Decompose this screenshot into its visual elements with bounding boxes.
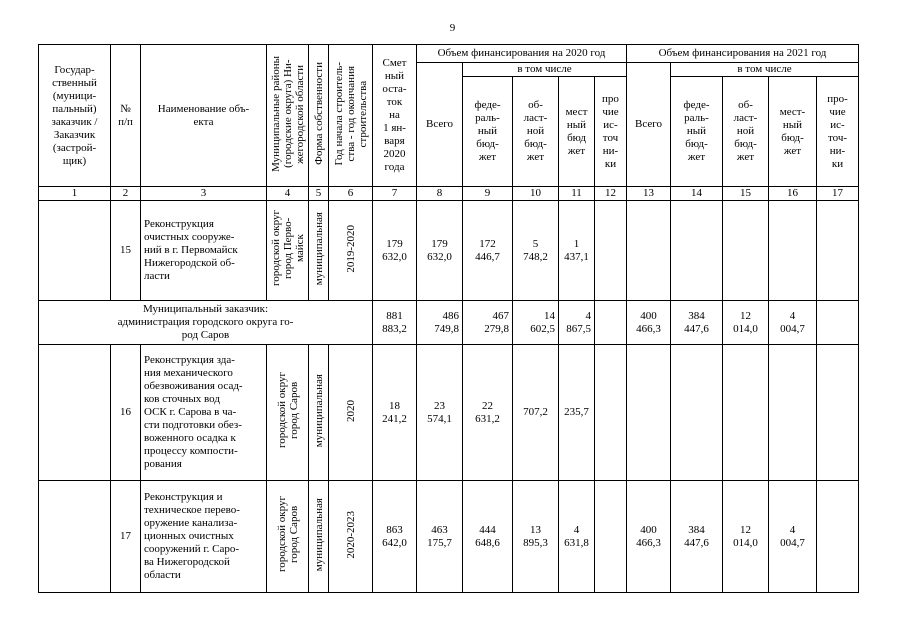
cell-federal-2020: 22 631,2: [463, 345, 513, 481]
cell-district-cell: [267, 201, 309, 301]
cell-years-cell: [329, 481, 373, 593]
group-customer-label: Муниципальный заказчик: администрация городского округа го- род Саров: [39, 301, 373, 345]
table-row: [39, 481, 859, 593]
header-total-2021: Всего: [627, 63, 671, 187]
cell-other-2020: [595, 201, 627, 301]
cell-remainder: 18 241,2: [373, 345, 417, 481]
cell-local-2020: 1 437,1: [559, 201, 595, 301]
cell-district: городской округ город Перво- майск: [269, 210, 306, 287]
header-total-2020: Всего: [417, 63, 463, 187]
header-local-2020: мест ный бюд жет: [559, 77, 595, 187]
cell-other-2020: [595, 345, 627, 481]
col-number: 2: [111, 187, 141, 201]
col-number: 5: [309, 187, 329, 201]
cell-district-cell: [267, 481, 309, 593]
header-fin-2021: Объем финансирования на 2021 год: [627, 45, 859, 63]
cell-number: 16: [111, 345, 141, 481]
header-incl-2021: в том числе: [671, 63, 859, 77]
col-number: 1: [39, 187, 111, 201]
cell-other-2021: [817, 345, 859, 481]
header-ownership: Форма собственности: [312, 62, 325, 165]
header-other-2020: про чие ис- точ ни- ки: [595, 77, 627, 187]
cell-other-2020: [595, 481, 627, 593]
col-number: 6: [329, 187, 373, 201]
cell-district-cell: [267, 345, 309, 481]
header-district: Муниципальные районы (городские округа) Ни- жегородской области: [269, 55, 306, 172]
cell-total-2021: [627, 201, 671, 301]
group-total-2021: 400 466,3: [627, 301, 671, 345]
header-district-cell: [267, 45, 309, 187]
col-number: 7: [373, 187, 417, 201]
cell-local-2021: [769, 201, 817, 301]
cell-local-2020: 4 631,8: [559, 481, 595, 593]
header-remainder: Смет ный оста- ток на 1 ян- варя 2020 года: [373, 45, 417, 187]
cell-customer: [39, 345, 111, 481]
group-local-2020: 4 867,5: [559, 301, 595, 345]
header-years-cell: [329, 45, 373, 187]
cell-total-2020: 463 175,7: [417, 481, 463, 593]
cell-regional-2021: [723, 345, 769, 481]
header-local-2021: мест- ный бюд- жет: [769, 77, 817, 187]
cell-local-2021: 4 004,7: [769, 481, 817, 593]
cell-district: городской округ город Саров: [275, 496, 300, 573]
col-number: 10: [513, 187, 559, 201]
group-remainder: 881 883,2: [373, 301, 417, 345]
col-number: 15: [723, 187, 769, 201]
cell-regional-2021: 12 014,0: [723, 481, 769, 593]
header-fin-2020: Объем финансирования на 2020 год: [417, 45, 627, 63]
table-row: [39, 345, 859, 481]
group-local-2021: 4 004,7: [769, 301, 817, 345]
table-row-group: [39, 301, 859, 345]
cell-ownership-cell: [309, 201, 329, 301]
cell-district: городской округ город Саров: [275, 372, 300, 449]
cell-total-2021: 400 466,3: [627, 481, 671, 593]
col-number: 4: [267, 187, 309, 201]
group-federal-2021: 384 447,6: [671, 301, 723, 345]
group-regional-2020: 14 602,5: [513, 301, 559, 345]
col-number: 14: [671, 187, 723, 201]
header-customer: Государ- ственный (муници- пальный) заказчик / Заказчик (застрой- щик): [39, 45, 111, 187]
cell-remainder: 179 632,0: [373, 201, 417, 301]
col-number: 12: [595, 187, 627, 201]
cell-regional-2021: [723, 201, 769, 301]
cell-ownership: муниципальная: [312, 497, 325, 572]
col-number: 9: [463, 187, 513, 201]
col-number: 13: [627, 187, 671, 201]
cell-remainder: 863 642,0: [373, 481, 417, 593]
page-number: 9: [449, 22, 456, 34]
header-federal-2020: феде- раль- ный бюд- жет: [463, 77, 513, 187]
cell-ownership-cell: [309, 345, 329, 481]
cell-federal-2021: [671, 201, 723, 301]
cell-local-2020: 235,7: [559, 345, 595, 481]
group-total-2020: 486 749,8: [417, 301, 463, 345]
cell-federal-2021: [671, 345, 723, 481]
cell-other-2021: [817, 201, 859, 301]
cell-local-2021: [769, 345, 817, 481]
header-other-2021: про- чие ис- точ- ни- ки: [817, 77, 859, 187]
header-incl-2020: в том числе: [463, 63, 627, 77]
col-number: 11: [559, 187, 595, 201]
group-other-2021: [817, 301, 859, 345]
header-federal-2021: феде- раль- ный бюд- жет: [671, 77, 723, 187]
cell-years-cell: [329, 201, 373, 301]
group-federal-2020: 467 279,8: [463, 301, 513, 345]
cell-regional-2020: 707,2: [513, 345, 559, 481]
header-regional-2020: об- ласт- ной бюд- жет: [513, 77, 559, 187]
group-other-2020: [595, 301, 627, 345]
cell-ownership: муниципальная: [312, 211, 325, 286]
cell-years: 2020: [344, 399, 357, 422]
cell-total-2021: [627, 345, 671, 481]
cell-ownership-cell: [309, 481, 329, 593]
cell-federal-2020: 172 446,7: [463, 201, 513, 301]
cell-object-name: Реконструкция зда- ния механического обезвоживания осад- ков сточных вод ОСК г. Сарова в ча- сти подготовки обез- воженного осадка к процессу компости- рования: [141, 345, 267, 481]
header-object-name: Наименование объ- екта: [141, 45, 267, 187]
cell-federal-2021: 384 447,6: [671, 481, 723, 593]
group-regional-2021: 12 014,0: [723, 301, 769, 345]
col-number: 16: [769, 187, 817, 201]
cell-number: 17: [111, 481, 141, 593]
cell-object-name: Реконструкция и техническое перево- оружение канализа- ционных очистных сооружений г. Саро- ва Нижегородской области: [141, 481, 267, 593]
cell-customer: [39, 201, 111, 301]
cell-other-2021: [817, 481, 859, 593]
header-regional-2021: об- ласт- ной бюд- жет: [723, 77, 769, 187]
cell-object-name: Реконструкция очистных сооруже- ний в г. Первомайск Нижегородской об- ласти: [141, 201, 267, 301]
header-ownership-cell: [309, 45, 329, 187]
financing-table: [38, 44, 859, 593]
header-years: Год начала строитель- ства - год окончания строительства: [332, 61, 369, 166]
cell-total-2020: 179 632,0: [417, 201, 463, 301]
col-number: 8: [417, 187, 463, 201]
cell-ownership: муниципальная: [312, 373, 325, 448]
cell-years: 2019-2020: [344, 224, 357, 273]
header-number: № п/п: [111, 45, 141, 187]
cell-years: 2020-2023: [344, 510, 357, 559]
cell-regional-2020: 5 748,2: [513, 201, 559, 301]
col-number: 17: [817, 187, 859, 201]
col-number: 3: [141, 187, 267, 201]
table-row: [39, 201, 859, 301]
cell-federal-2020: 444 648,6: [463, 481, 513, 593]
cell-total-2020: 23 574,1: [417, 345, 463, 481]
cell-number: 15: [111, 201, 141, 301]
cell-regional-2020: 13 895,3: [513, 481, 559, 593]
cell-years-cell: [329, 345, 373, 481]
cell-customer: [39, 481, 111, 593]
